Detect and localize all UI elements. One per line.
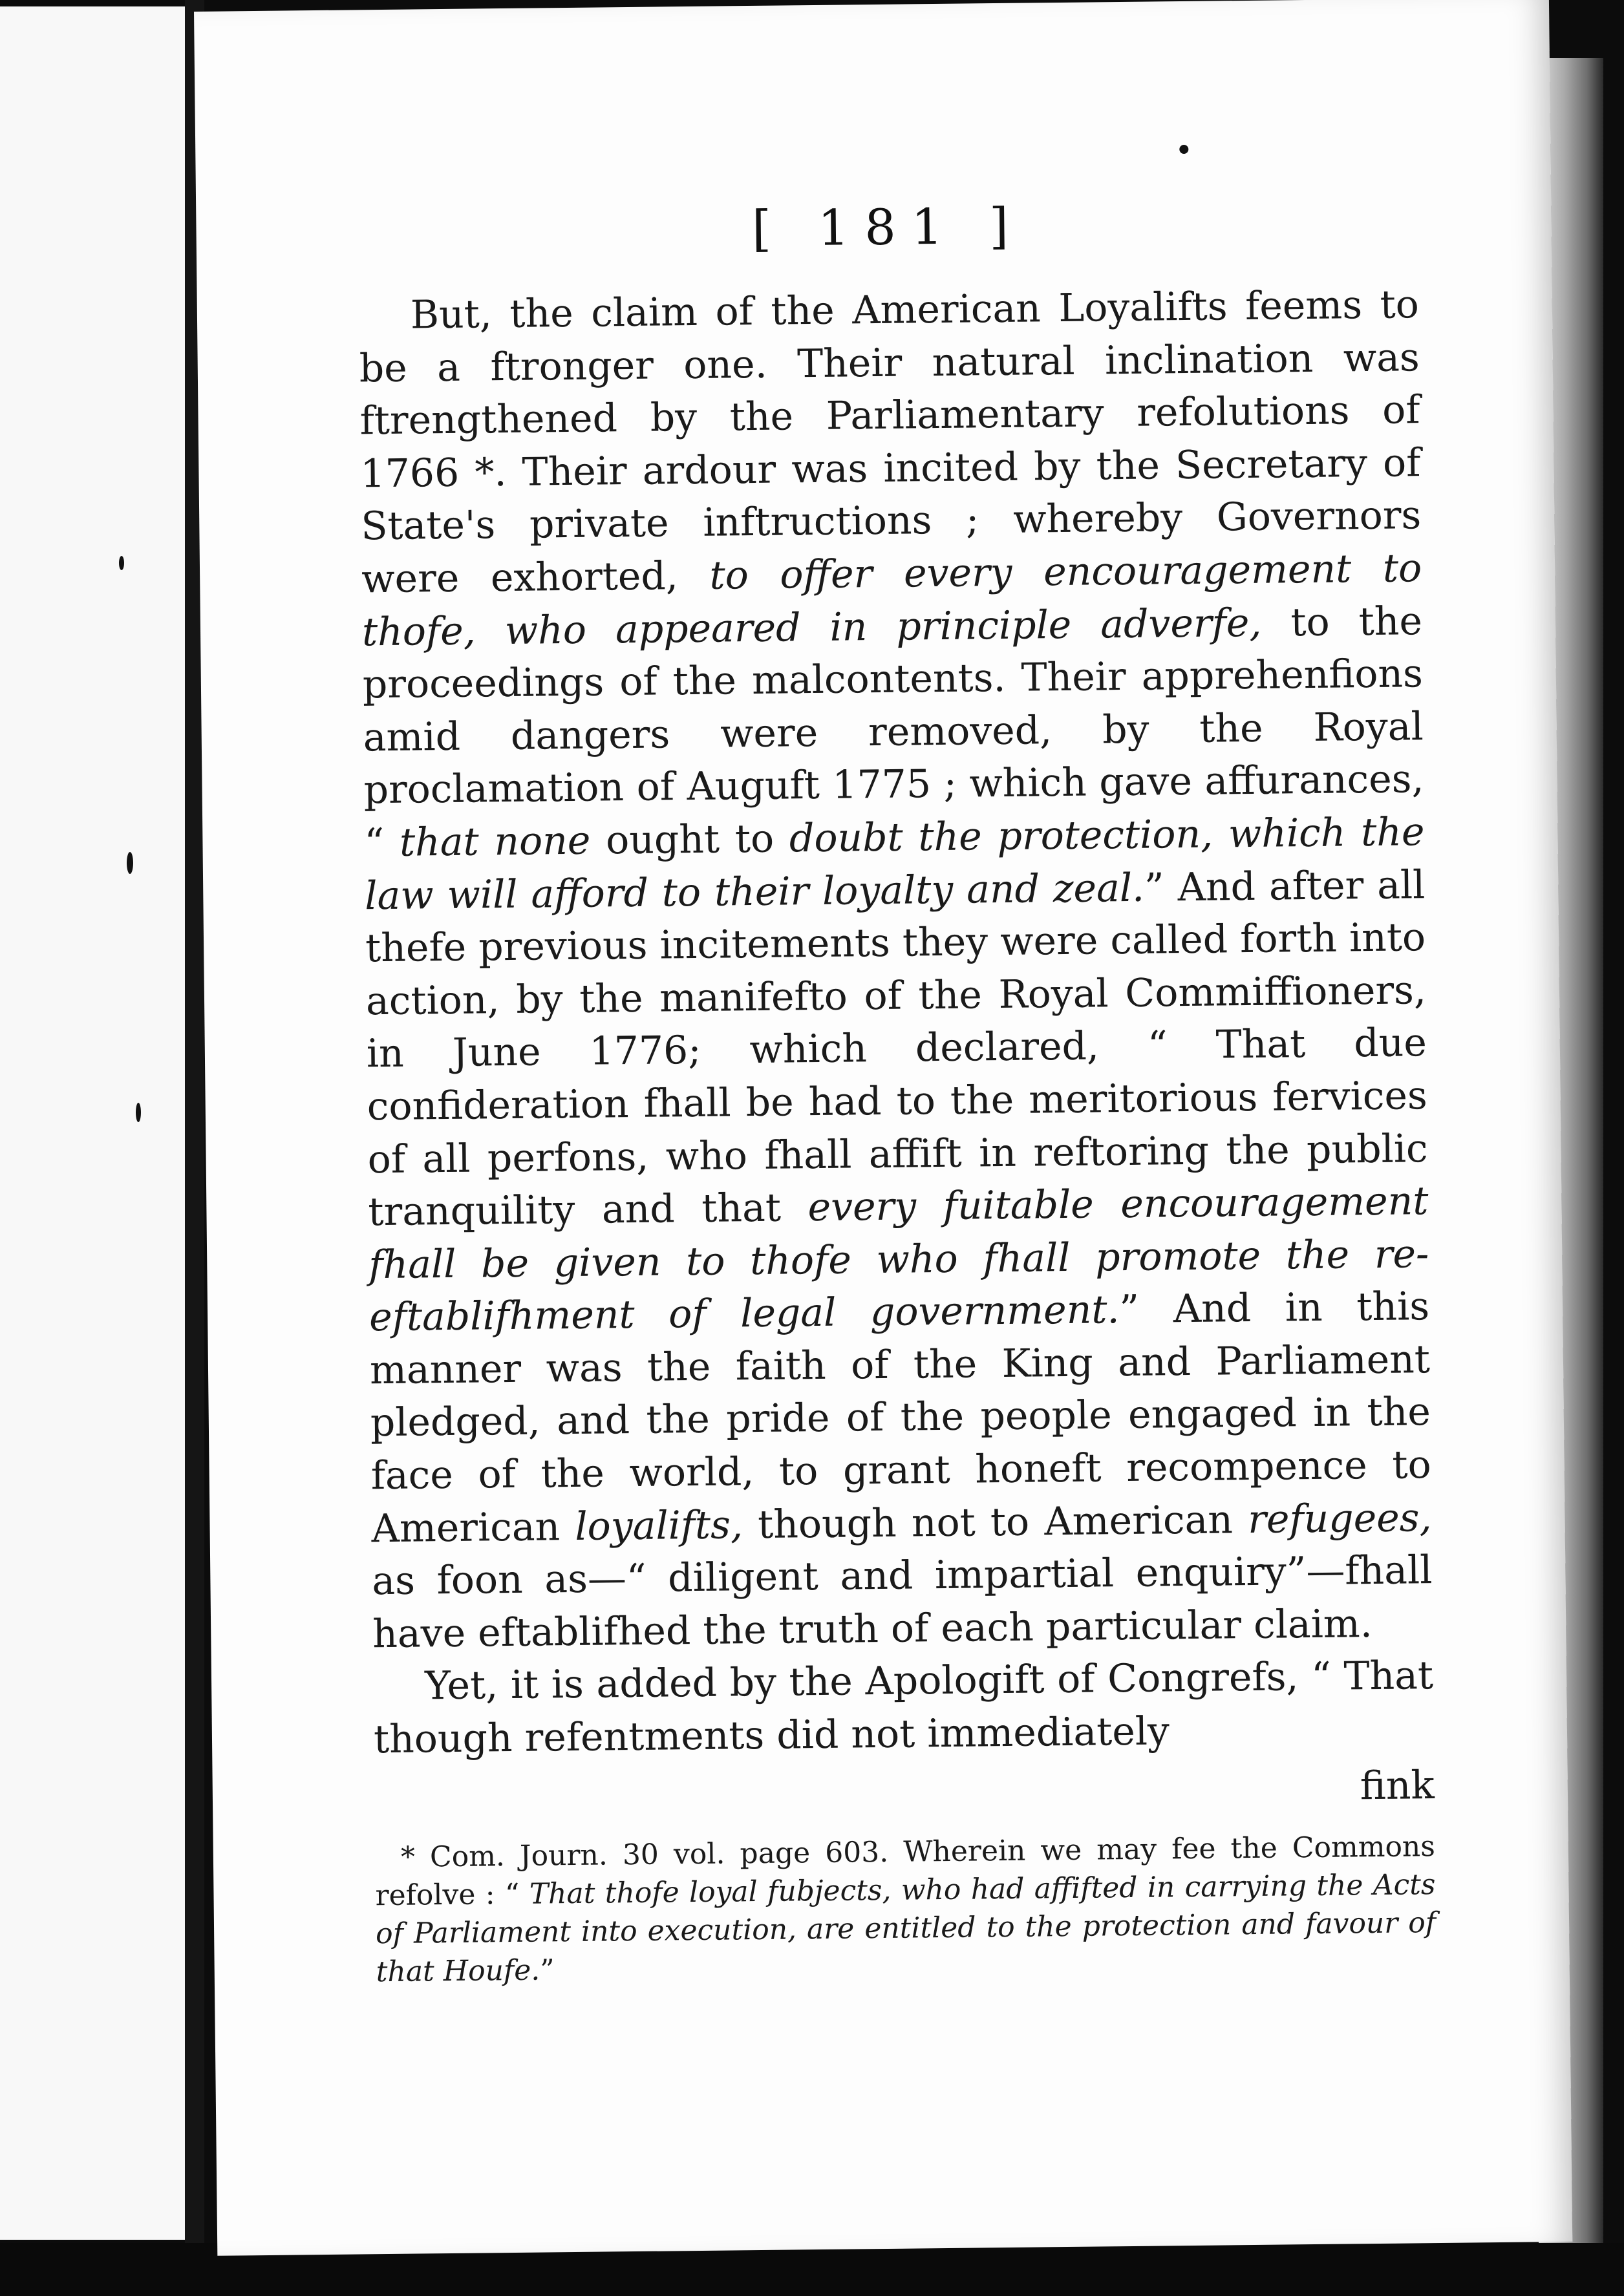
- italic-run: That thofe loyal fubjects, who had affifted in carrying the Acts of Parliament into execution, are entitled to the protection and favour of that Houfe.: [375, 1868, 1437, 1989]
- text-block: [358, 193, 1437, 1991]
- left-page: [0, 6, 186, 2240]
- body-text: [359, 279, 1435, 1767]
- catchword: fink: [1360, 1762, 1435, 1809]
- text-run: * Com. Journ. 30 vol. page 603. Wherein we may fee the Commons refolve : “: [375, 1830, 1436, 1913]
- margin-mark: [119, 556, 124, 570]
- text-run: ”: [539, 1953, 555, 1987]
- text-run: to the proceedings of the malcontents. Their apprehenfions amid dangers were removed, by the Royal proclamation of Auguft 1775 ; which gave affurances, “: [362, 598, 1424, 866]
- italic-run: every fuitable encouragement fhall be given to thofe who fhall promote the re-eftablifhment of legal government.: [368, 1178, 1429, 1341]
- italic-run: refugees,: [1247, 1494, 1432, 1542]
- paragraph-1: [359, 279, 1433, 1661]
- text-run: ” And after all thefe previous incitements they were called forth into action, by the manifefto of the Royal Commiffioners, in June 1776; which declared, “ That due confideration fhall be had to the meritorious fervices of all perfons, who fhall affift in reftoring the public tranquility and that: [365, 862, 1428, 1235]
- paragraph-2: [373, 1650, 1435, 1767]
- text-run: But, the claim of the American Loyalifts feems to be a ftronger one. Their natural inclination was ftrengthened by the Parliamentary refolutions of 1766 *. Their ardour was incited by the Secretary of State's private inftructions ; whereby Governors were exhorted,: [359, 282, 1422, 602]
- text-run: ought to: [590, 816, 790, 864]
- italic-run: to offer every encouragement to thofe, who appeared in principle adverfe,: [361, 546, 1422, 655]
- text-run: ” And in this manner was the faith of the King and Parliament pledged, and the pride of the people engaged in the face of the world, to grant honeft recompence to American: [369, 1284, 1432, 1551]
- ink-speck: [1179, 145, 1188, 154]
- footnote: [375, 1827, 1437, 1991]
- page-number: [ 181 ]: [751, 197, 1025, 257]
- text-run: though not to American: [742, 1496, 1248, 1547]
- text-run: as foon as—“ diligent and impartial enquiry”—fhall have eftablifhed the truth of each particular claim.: [372, 1547, 1433, 1657]
- italic-run: doubt the protection, which the law will afford to their loyalty and zeal.: [364, 809, 1425, 919]
- italic-run: loyalifts,: [575, 1502, 743, 1549]
- book-page: [194, 0, 1572, 2256]
- margin-mark: [136, 1103, 141, 1122]
- text-run: Yet, it is added by the Apologift of Congrefs, “ That though refentments did not immediately: [373, 1653, 1434, 1763]
- italic-run: that none: [399, 818, 591, 866]
- margin-mark: [127, 852, 133, 874]
